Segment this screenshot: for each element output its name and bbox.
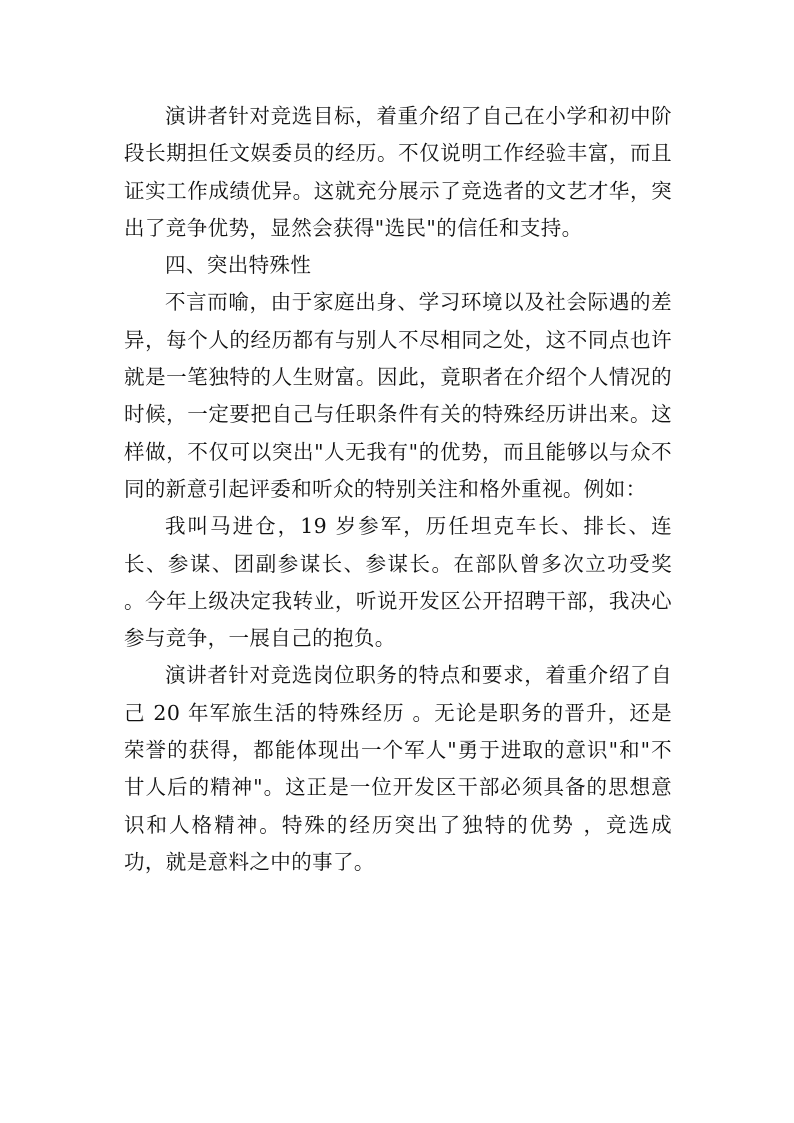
- paragraph-analysis-2: 演讲者针对竞选岗位职务的特点和要求，着重介绍了自己 20 年军旅生活的特殊经历 。无论是职务的晋升，还是荣誉的获得，都能体现出一个军人"勇于进取的意识"和"不甘人后的精神"。这正是一位开发区干部必须具备的思想意识和人格精神。特殊的经历突出了独特的优势 ，竞选成功，就是意料之中的事了。: [124, 663, 672, 874]
- paragraph-example: 我叫马进仓，19 岁参军，历任坦克车长、排长、连长、参谋、团副参谋长、参谋长。在部队曾多次立功受奖 。今年上级决定我转业，听说开发区公开招聘干部，我决心参与竞争，一展自己的抱负。: [124, 514, 672, 651]
- section-heading: 四、突出特殊性: [165, 253, 312, 278]
- document-body: [124, 98, 672, 881]
- paragraph-body: 不言而喻，由于家庭出身、学习环境以及社会际遇的差异，每个人的经历都有与别人不尽相同之处，这不同点也许就是一笔独特的人生财富。因此，竟职者在介绍个人情况的时候，一定要把自己与任职条件有关的特殊经历讲出来。这样做，不仅可以突出"人无我有"的优势，而且能够以与众不同的新意引起评委和听众的特别关注和格外重视。例如：: [124, 290, 672, 501]
- paragraph-analysis-1: 演讲者针对竞选目标，着重介绍了自己在小学和初中阶段长期担任文娱委员的经历。不仅说明工作经验丰富，而且证实工作成绩优异。这就充分展示了竞选者的文艺才华，突出了竞争优势，显然会获得"选民"的信任和支持。: [124, 104, 672, 240]
